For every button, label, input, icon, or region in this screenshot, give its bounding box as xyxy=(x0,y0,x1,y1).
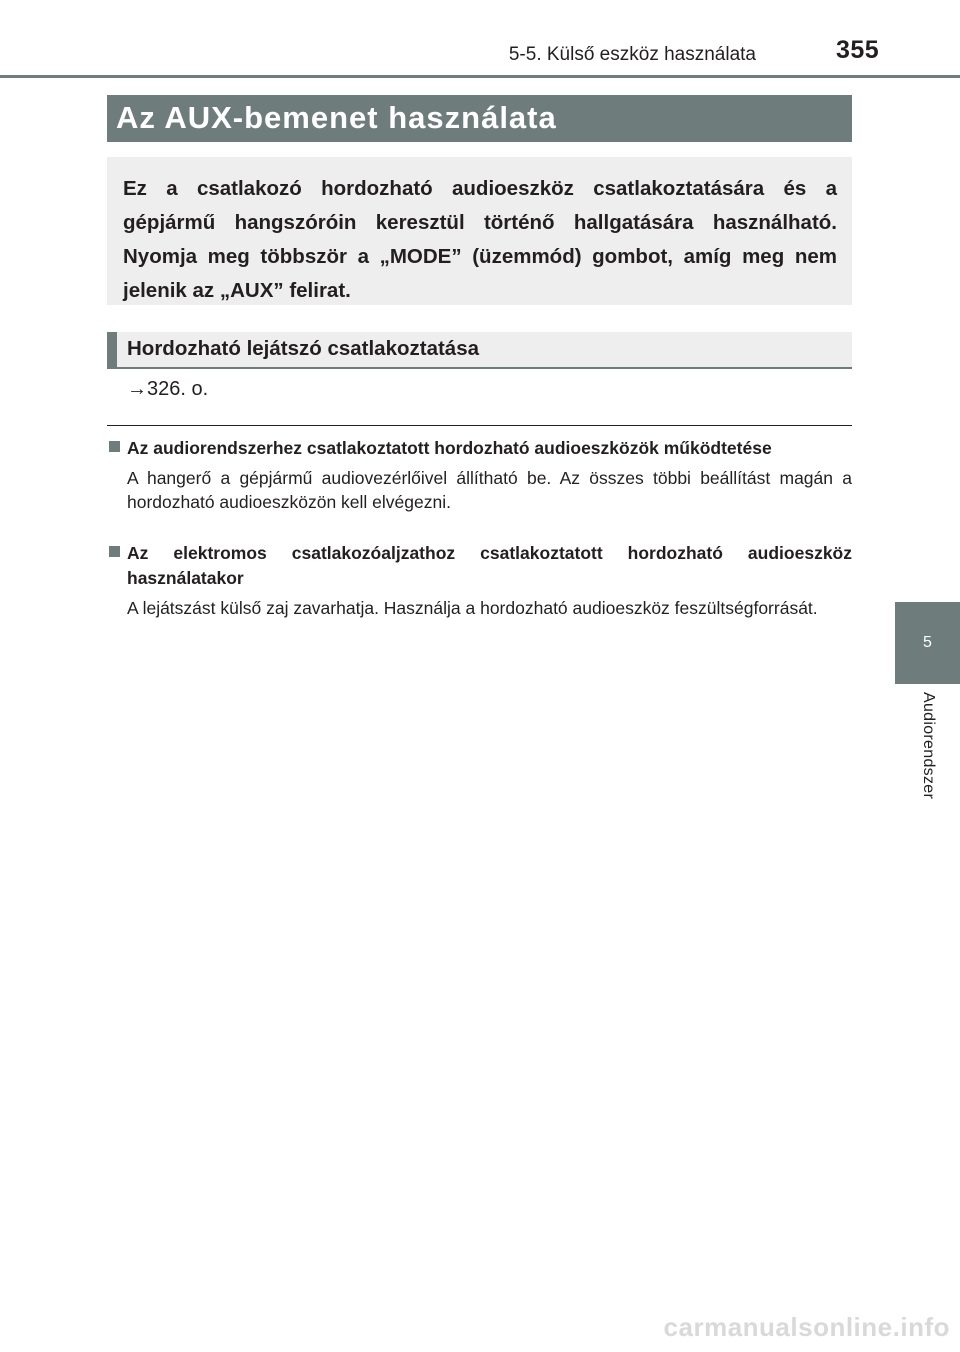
chapter-tab[interactable] xyxy=(895,602,960,684)
note-heading: Az elektromos csatlakozóaljzathoz csatlakoztatott hordozható audioeszköz használatakor xyxy=(127,543,852,588)
notes-divider xyxy=(107,425,852,426)
page-title: Az AUX-bemenet használata xyxy=(116,100,557,135)
title-bar xyxy=(107,95,852,142)
note-body: A hangerő a gépjármű audiovezérlőivel állítható be. Az összes többi beállítást magán a hordozható audioeszközön kell elvégezni. xyxy=(127,468,852,512)
footer-watermark: carmanualsonline.info xyxy=(663,1312,950,1342)
note-item xyxy=(107,541,852,620)
chapter-label: Audiorendszer xyxy=(920,692,937,800)
note-heading: Az audiorendszerhez csatlakoztatott hordozható audioeszközök működtetése xyxy=(127,438,772,458)
note-body: A lejátszást külső zaj zavarhatja. Használja a hordozható audioeszköz feszültségforrását. xyxy=(127,598,818,618)
subsection-marker xyxy=(107,332,117,367)
subsection-heading: Hordozható lejátszó csatlakoztatása xyxy=(127,337,480,360)
page-number: 355 xyxy=(836,36,880,64)
section-title: 5-5. Külső eszköz használata xyxy=(508,44,756,65)
intro-box xyxy=(107,157,852,305)
page-header xyxy=(0,0,960,80)
note-square-icon xyxy=(109,546,120,557)
note-square-icon xyxy=(109,441,120,452)
page-reference-link[interactable]: →326. o. xyxy=(127,378,209,400)
chapter-number: 5 xyxy=(923,634,932,651)
header-rule xyxy=(0,75,960,78)
subsection-heading-bar xyxy=(107,332,852,369)
note-item xyxy=(107,436,852,514)
intro-text: Ez a csatlakozó hordozható audioeszköz csatlakoztatására és a gépjármű hangszóróin keresztül történő hallgatására használható. Nyomja meg többször a „MODE” (üzemmód) gombot, amíg meg nem jelenik az „AUX” felirat. xyxy=(123,177,837,302)
